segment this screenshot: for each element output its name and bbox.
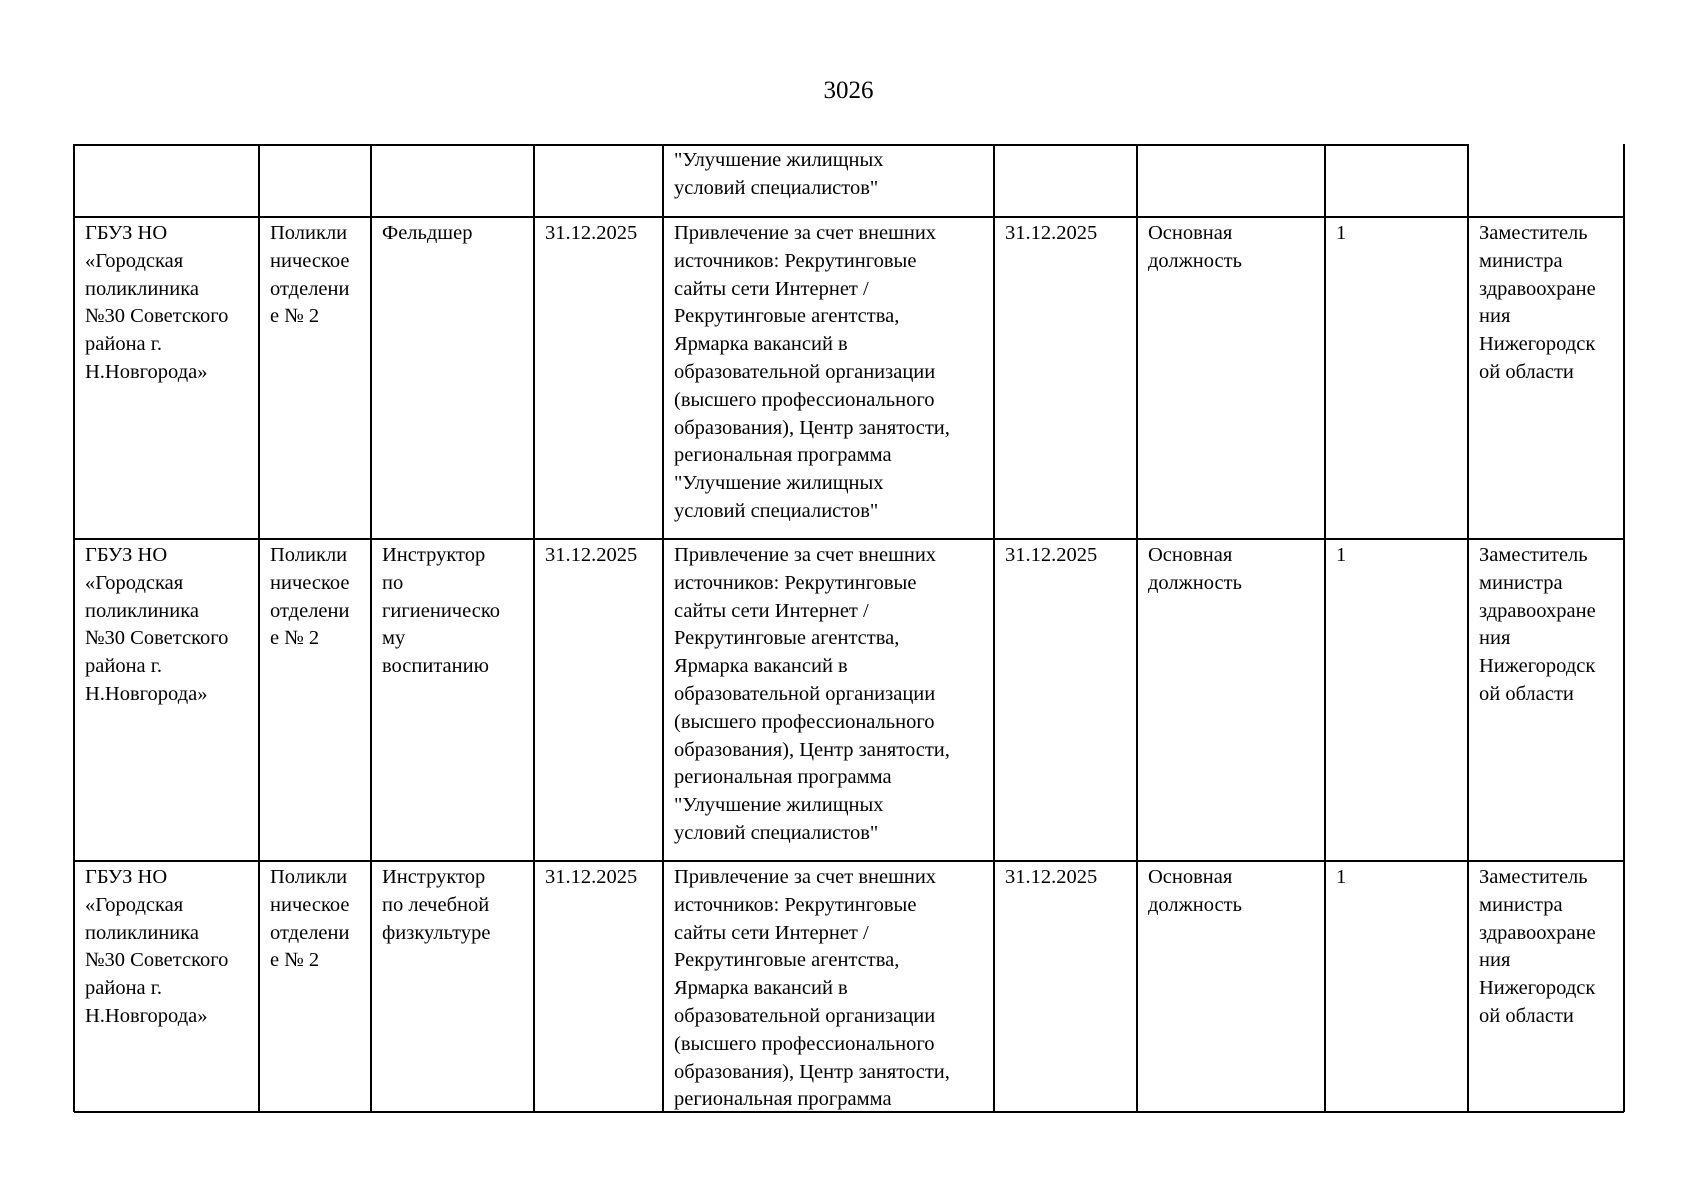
column-border xyxy=(258,144,260,1112)
table-cell-job-type: Основная должность xyxy=(1148,866,1242,916)
table-cell-count: 1 xyxy=(1336,866,1347,888)
table-cell-deadline: 31.12.2025 xyxy=(1005,544,1098,566)
table-cell-responsible: Заместитель министра здравоохране ния Нижегородск ой области xyxy=(1479,222,1596,383)
column-border xyxy=(1324,144,1326,1112)
column-border xyxy=(993,144,995,1112)
table-cell-method: Привлечение за счет внешних источников: Рекрутинговые сайты сети Интернет / Рекрутинговые агентства, Ярмарка вакансий в образовательной организации (высшего профессионального образования), Центр занятости, региональная программа "Улучшение жилищных условий специалистов" xyxy=(674,222,950,522)
column-border xyxy=(370,144,372,1112)
row-border xyxy=(74,144,1468,146)
column-border xyxy=(533,144,535,1112)
table-cell-department: Поликли ническое отделени е № 2 xyxy=(270,866,350,972)
table-cell-job-type: Основная должность xyxy=(1148,222,1242,272)
table-cell-date: 31.12.2025 xyxy=(545,544,638,566)
table-cell-job-type: Основная должность xyxy=(1148,544,1242,594)
table-cell-responsible: Заместитель министра здравоохране ния Нижегородск ой области xyxy=(1479,866,1596,1027)
table-cell-position: Инструктор по гигиеническо му воспитанию xyxy=(382,544,500,678)
table-cell-organization: ГБУЗ НО «Городская поликлиника №30 Советского района г. Н.Новгорода» xyxy=(85,222,229,383)
table-cell-position: Инструктор по лечебной физкультуре xyxy=(382,866,491,944)
table-cell-date: 31.12.2025 xyxy=(545,866,638,888)
table-cell-responsible: Заместитель министра здравоохране ния Нижегородск ой области xyxy=(1479,544,1596,705)
table-cell-deadline: 31.12.2025 xyxy=(1005,866,1098,888)
table-cell-organization: ГБУЗ НО «Городская поликлиника №30 Советского района г. Н.Новгорода» xyxy=(85,866,229,1027)
column-border xyxy=(662,144,664,1112)
table-cell-deadline: 31.12.2025 xyxy=(1005,222,1098,244)
continuation-cell: "Улучшение жилищных условий специалистов" xyxy=(674,149,884,199)
column-border xyxy=(73,144,75,1112)
column-border xyxy=(1467,144,1469,1112)
table-cell-date: 31.12.2025 xyxy=(545,222,638,244)
table-cell-method: Привлечение за счет внешних источников: Рекрутинговые сайты сети Интернет / Рекрутинговые агентства, Ярмарка вакансий в образовательной организации (высшего профессионального образования), Центр занятости, региональная программа "Улучшение жилищных условий специалистов" xyxy=(674,544,950,844)
table-cell-count: 1 xyxy=(1336,222,1347,244)
vacancy-table xyxy=(74,144,1624,1112)
page-number: 3026 xyxy=(823,77,874,104)
table-cell-department: Поликли ническое отделени е № 2 xyxy=(270,222,350,328)
table-cell-count: 1 xyxy=(1336,544,1347,566)
column-border xyxy=(1623,144,1625,1112)
table-cell-department: Поликли ническое отделени е № 2 xyxy=(270,544,350,650)
column-border xyxy=(1136,144,1138,1112)
table-cell-organization: ГБУЗ НО «Городская поликлиника №30 Советского района г. Н.Новгорода» xyxy=(85,544,229,705)
table-cell-method: Привлечение за счет внешних источников: Рекрутинговые сайты сети Интернет / Рекрутинговые агентства, Ярмарка вакансий в образовательной организации (высшего профессионального образования), Центр занятости, региональная программа xyxy=(674,866,950,1111)
table-cell-position: Фельдшер xyxy=(382,222,473,244)
